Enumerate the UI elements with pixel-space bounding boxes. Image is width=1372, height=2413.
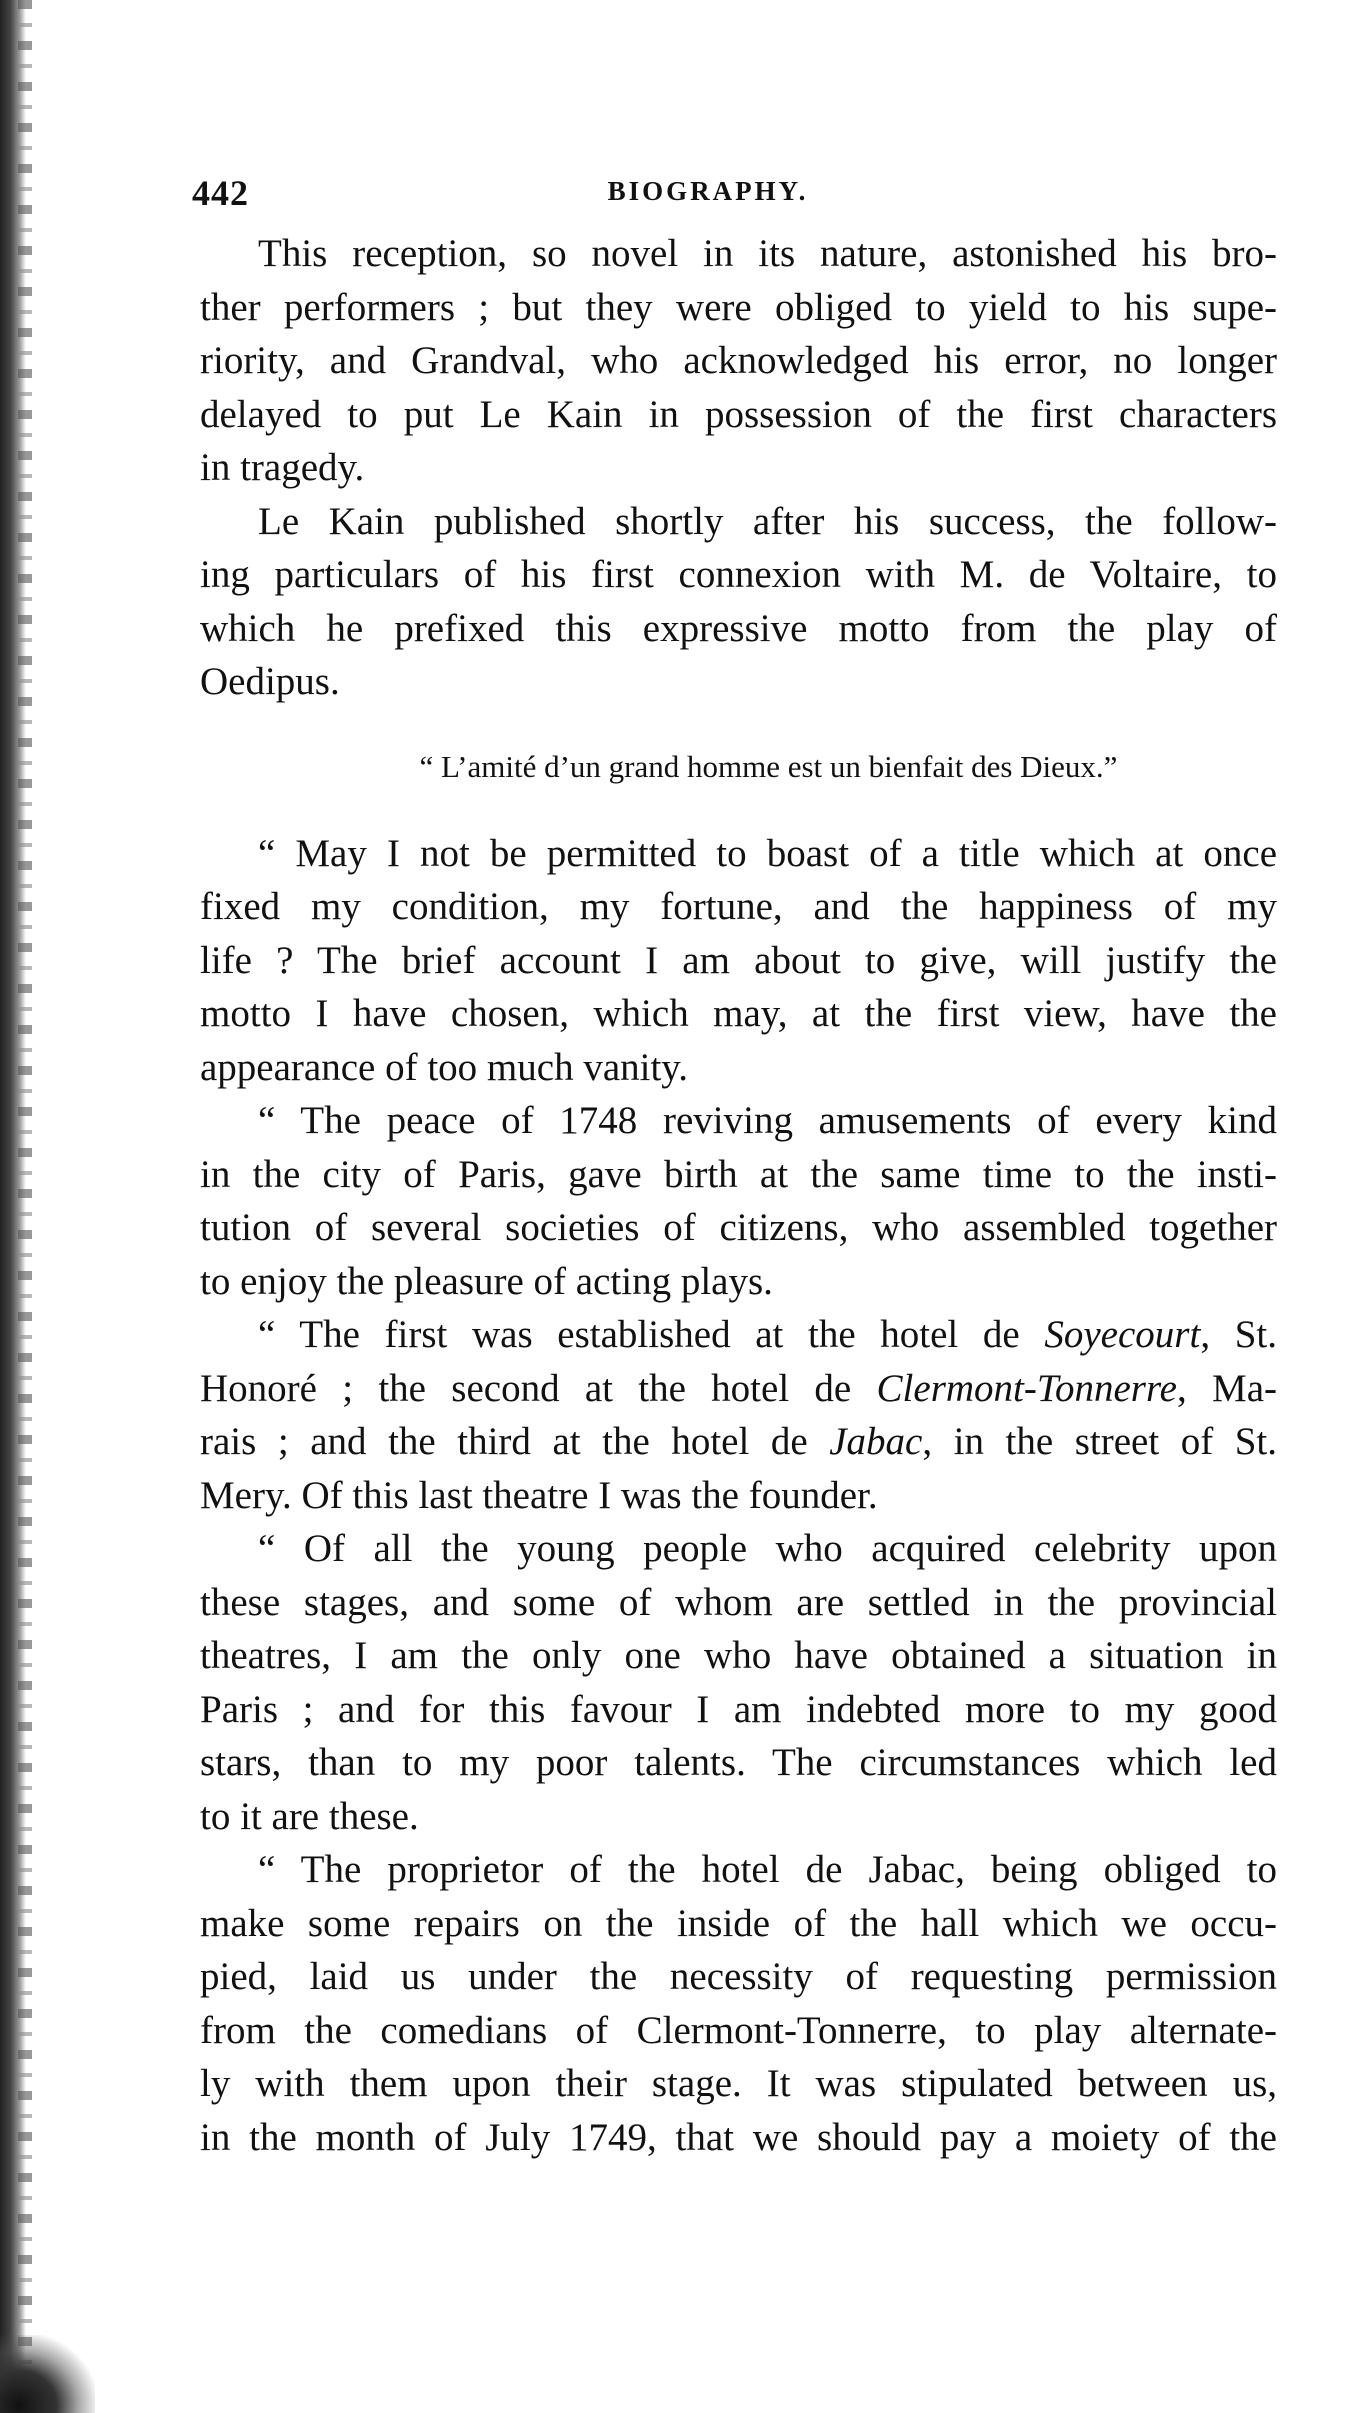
page-number: 442 bbox=[192, 173, 249, 213]
text-segment: in tragedy. bbox=[200, 446, 365, 489]
text-line bbox=[200, 1897, 1277, 1951]
text-line bbox=[200, 1736, 1277, 1790]
text-segment: appearance of too much vanity. bbox=[200, 1045, 689, 1089]
text-segment: fixed my condition, my fortune, and the happiness of my bbox=[200, 885, 1277, 928]
text-segment: delayed to put Le Kain in possession of the first characters bbox=[200, 392, 1277, 436]
paragraph bbox=[200, 1843, 1277, 2164]
italic-text: Jabac bbox=[829, 1420, 923, 1463]
text-segment: these stages, and some of whom are settled in the provincial bbox=[200, 1580, 1277, 1624]
text-segment: in the city of Paris, gave birth at the same time to the insti- bbox=[200, 1152, 1277, 1196]
text-segment: Mery. Of this last theatre I was the founder. bbox=[200, 1473, 878, 1517]
text-line bbox=[200, 441, 1277, 495]
scan-edge-texture bbox=[18, 0, 32, 2413]
paragraphs-before-quote bbox=[200, 227, 1277, 709]
text-line bbox=[200, 1683, 1277, 1737]
text-line bbox=[200, 1148, 1277, 1202]
text-segment: riority, and Grandval, who acknowledged his error, no longer bbox=[200, 339, 1277, 382]
text-segment: Oedipus. bbox=[200, 660, 340, 703]
text-line bbox=[200, 388, 1277, 442]
paragraph bbox=[200, 1522, 1277, 1843]
paragraph bbox=[200, 227, 1277, 495]
text-line bbox=[200, 987, 1277, 1041]
text-segment: to enjoy the pleasure of acting plays. bbox=[200, 1259, 773, 1303]
text-segment: to it are these. bbox=[200, 1794, 419, 1838]
paragraph bbox=[200, 495, 1277, 709]
text-line bbox=[200, 1201, 1277, 1255]
running-head: BIOGRAPHY. bbox=[607, 176, 809, 206]
text-segment: rais ; and the third at the hotel de bbox=[200, 1420, 830, 1463]
text-line bbox=[200, 281, 1277, 335]
paragraph bbox=[200, 1094, 1277, 1308]
text-line bbox=[200, 1522, 1277, 1576]
text-line bbox=[200, 1629, 1277, 1683]
text-segment: Le Kain published shortly after his success, the follow- bbox=[258, 499, 1277, 543]
italic-text: Clermont-Tonnerre bbox=[876, 1366, 1177, 1410]
text-segment: ly with them upon their stage. It was stipulated between us, bbox=[200, 2062, 1277, 2105]
text-line bbox=[200, 655, 1277, 709]
paragraph bbox=[200, 1308, 1277, 1522]
text-line bbox=[200, 2004, 1277, 2058]
text-segment: motto I have chosen, which may, at the first view, have the bbox=[200, 992, 1277, 1035]
text-segment: make some repairs on the inside of the hall which we occu- bbox=[200, 1901, 1277, 1945]
text-segment: life ? The brief account I am about to give, will justify the bbox=[200, 938, 1277, 982]
text-segment: “ The first was established at the hotel de bbox=[258, 1313, 1045, 1356]
italic-text: Soyecourt bbox=[1044, 1313, 1201, 1356]
text-segment: This reception, so novel in its nature, astonished his bro- bbox=[258, 232, 1277, 275]
text-line bbox=[200, 2057, 1277, 2111]
text-line bbox=[200, 1576, 1277, 1630]
text-line bbox=[200, 827, 1277, 881]
text-line bbox=[200, 548, 1277, 602]
text-line bbox=[200, 1362, 1277, 1416]
text-line bbox=[200, 1255, 1277, 1309]
text-segment: Honoré ; the second at the hotel de bbox=[200, 1366, 877, 1410]
text-line bbox=[200, 227, 1277, 281]
text-line bbox=[200, 1415, 1277, 1469]
text-segment: in the month of July 1749, that we should pay a moiety of the bbox=[200, 2115, 1277, 2159]
text-segment: “ May I not be permitted to boast of a title which at once bbox=[258, 831, 1277, 875]
text-segment: tution of several societies of citizens, who assembled together bbox=[200, 1206, 1277, 1249]
text-line bbox=[200, 1843, 1277, 1897]
text-segment: “ The peace of 1748 reviving amusements of every kind bbox=[258, 1099, 1277, 1142]
epigraph-quote: “ L’amité d’un grand homme est un bienfait des Dieux.” bbox=[419, 748, 1118, 784]
text-line bbox=[200, 602, 1277, 656]
text-segment: ther performers ; but they were obliged to yield to his supe- bbox=[200, 285, 1277, 329]
text-line bbox=[200, 880, 1277, 934]
text-line bbox=[200, 334, 1277, 388]
text-segment: , Ma- bbox=[1177, 1366, 1277, 1410]
text-line bbox=[200, 1950, 1277, 2004]
text-segment: ing particulars of his first connexion with M. de Voltaire, to bbox=[200, 553, 1277, 596]
text-segment: theatres, I am the only one who have obtained a situation in bbox=[200, 1634, 1277, 1677]
text-segment: , in the street of St. bbox=[922, 1420, 1277, 1463]
text-line bbox=[200, 1041, 1277, 1095]
text-segment: which he prefixed this expressive motto from the play of bbox=[200, 606, 1277, 650]
text-line bbox=[200, 934, 1277, 988]
text-line bbox=[200, 2111, 1277, 2165]
text-line bbox=[200, 1469, 1277, 1523]
page-body bbox=[200, 227, 1277, 2164]
paragraphs-after-quote bbox=[200, 827, 1277, 2165]
text-segment: Paris ; and for this favour I am indebted more to my good bbox=[200, 1687, 1277, 1731]
text-line bbox=[200, 1308, 1277, 1362]
text-segment: stars, than to my poor talents. The circumstances which led bbox=[200, 1741, 1277, 1784]
text-segment: from the comedians of Clermont-Tonnerre, to play alternate- bbox=[200, 2008, 1277, 2052]
text-segment: , St. bbox=[1200, 1313, 1277, 1356]
scan-ink-blot bbox=[0, 2335, 95, 2413]
text-segment: “ The proprietor of the hotel de Jabac, being obliged to bbox=[258, 1848, 1277, 1891]
text-segment: “ Of all the young people who acquired celebrity upon bbox=[258, 1527, 1277, 1570]
text-line bbox=[200, 495, 1277, 549]
paragraph bbox=[200, 827, 1277, 1095]
text-line bbox=[200, 1790, 1277, 1844]
text-line bbox=[200, 1094, 1277, 1148]
text-segment: pied, laid us under the necessity of requesting permission bbox=[200, 1955, 1277, 1998]
